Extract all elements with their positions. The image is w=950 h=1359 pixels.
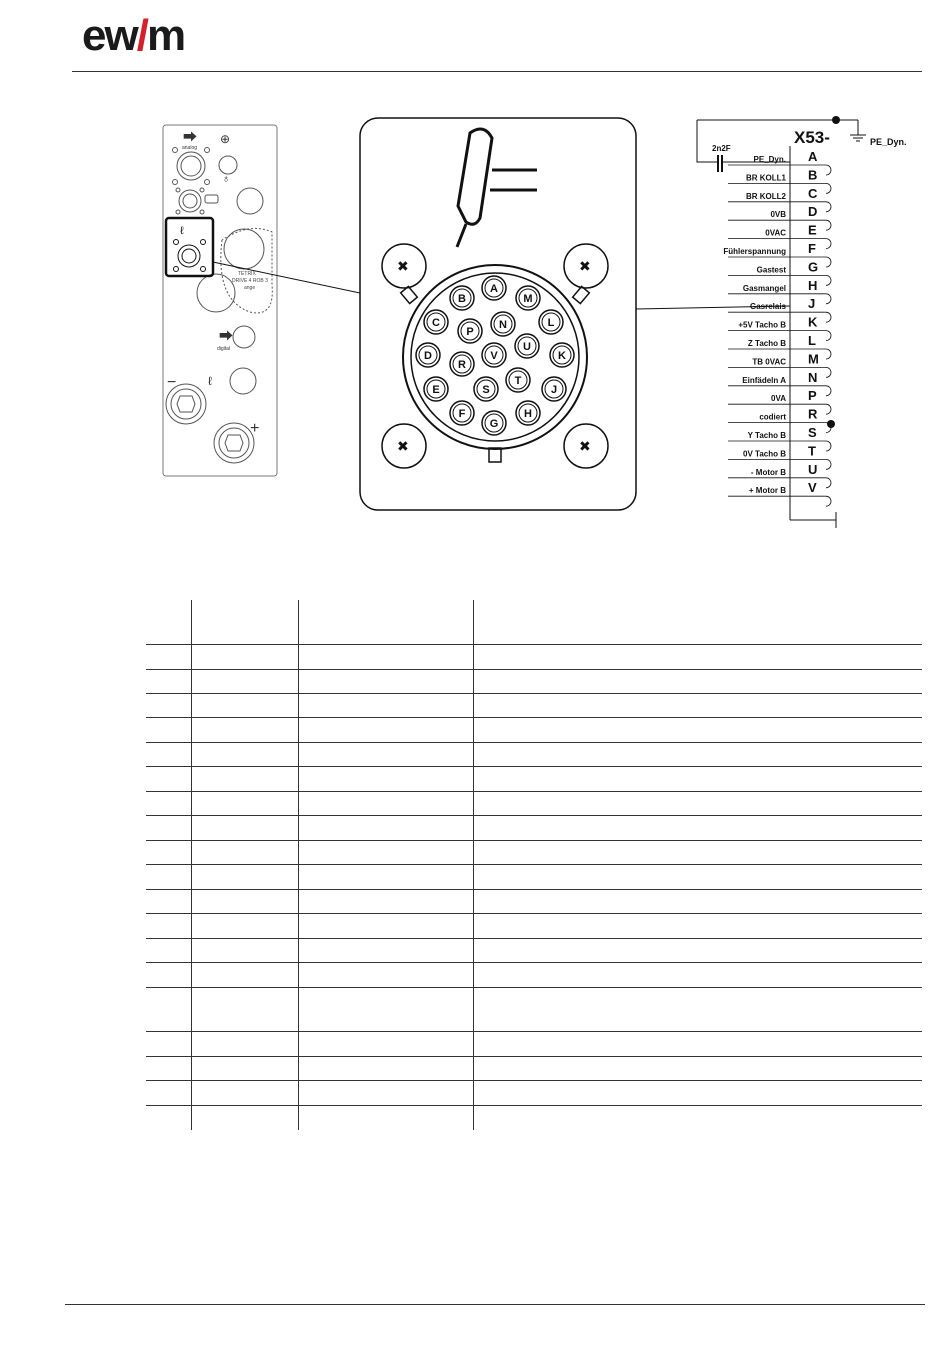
signal-pin: N [808,369,818,385]
signal-label: Y Tacho B [747,431,786,440]
signal-label: Gastest [756,265,786,275]
signal-label: Fühlerspannung [723,247,786,256]
torch-icon [457,129,537,247]
connector-pin-label: L [547,317,555,329]
connector-pin-label: F [458,408,466,420]
schematic [697,116,907,528]
connector-pin-label: P [466,326,474,338]
connector-pin-label: J [550,384,558,396]
table-col-divider [298,600,299,1130]
gas-bottle-icon: ♁ [222,173,231,185]
table-row-divider [146,889,922,890]
svg-text:✖: ✖ [397,438,409,454]
gas-torch-icon: ⊕ [220,132,231,146]
signal-contact [826,386,831,396]
signal-label: PE_Dyn. [753,155,786,164]
table-row-divider [146,938,922,939]
signal-pin: M [808,351,819,367]
table-row-divider [146,766,922,767]
signal-contact [826,496,831,506]
table-row-divider [146,840,922,841]
connector-pin-label: C [432,317,440,329]
logo-text-right: m [146,11,185,60]
label-analog: analog [182,145,198,151]
connector-pin-label: K [558,350,566,362]
table-col-divider [191,600,192,1130]
plus-sign: + [250,420,260,437]
logo-text-slash: / [136,11,147,60]
connector-pin-label: D [424,350,432,362]
signal-contact [826,349,831,359]
signal-label: 0VA [771,394,786,404]
connector-pins [416,276,574,435]
signal-pin: V [808,480,817,496]
signal-contact [826,257,831,267]
connector-figure [0,100,950,640]
connector-pin-label: A [490,283,498,295]
signal-pin: G [808,259,819,275]
table-row-divider [146,1080,922,1081]
signal-label: +5V Tacho B [738,320,786,330]
signal-pin: A [808,149,818,164]
table-row-divider [146,864,922,865]
footer-divider [65,1304,925,1305]
signal-pin: J [808,296,816,312]
signal-contact [826,275,831,285]
svg-text:ℓ: ℓ [180,225,184,237]
signal-pin: K [808,314,818,330]
analog-arrow-icon: ⮕ [183,129,197,145]
svg-text:✖: ✖ [579,258,591,274]
signal-label: + Motor B [748,486,786,496]
minus-sign: − [167,374,177,391]
signal-label: Z Tacho B [747,339,786,348]
signal-label: BR KOLL1 [746,173,786,183]
signal-contact [826,202,831,212]
signal-label: codiert [759,412,786,422]
signal-label: Einfädeln A [742,375,786,385]
label-model-1: TETRIX [238,271,256,277]
signal-label: TB 0VAC [752,357,786,367]
digital-arrow-icon: ⮕ [219,328,233,344]
signal-pin: R [808,406,818,422]
signal-label: Gasrelais [749,302,786,312]
table-row-divider [146,1031,922,1032]
connector-pin-label: N [499,319,507,331]
table-row-divider [146,669,922,670]
connector-pin-label: E [432,384,440,396]
connector-pin-label: V [490,350,498,362]
logo-text-left: ew [82,11,137,60]
signal-contact [826,331,831,341]
table-col-divider [473,600,474,644]
signal-pin: P [808,388,817,404]
table-row-divider [146,1105,922,1106]
connector-detail [360,118,636,510]
connector-pin-label: H [524,408,532,420]
signal-contact [826,294,831,304]
signal-contact [826,220,831,230]
capacitor-label: 2n2F [712,144,731,153]
signal-label: - Motor B [750,467,786,477]
ewm-logo [82,11,185,60]
connector-pin-label: U [523,341,531,353]
table-row-divider [146,742,922,743]
signal-label: 0VB [770,210,786,220]
connector-pin-label: M [523,293,533,305]
signal-contact [826,367,831,377]
signal-label: Gasmangel [742,283,786,293]
connector-pin-label: G [489,418,499,430]
table-row-divider [146,791,922,792]
table-row-divider [146,644,922,645]
front-panel [163,125,277,476]
signal-label: BR KOLL2 [746,191,786,201]
signal-contact [826,441,831,451]
schematic-rows [723,149,831,506]
signal-contact [826,165,831,175]
signal-pin: D [808,204,818,220]
table-row-divider [146,717,922,718]
signal-pin: H [808,277,818,293]
svg-text:✖: ✖ [397,258,409,274]
svg-text:✖: ✖ [579,438,591,454]
pe-dyn-ground-label: PE_Dyn. [870,137,907,147]
signal-contact [826,312,831,322]
signal-contact [826,404,831,414]
signal-pin: U [808,461,818,477]
torch-small-icon: ℓ [208,374,212,388]
table-row-divider [146,1056,922,1057]
signal-contact [826,239,831,249]
table-row-divider [146,913,922,914]
signal-pin: C [808,185,818,201]
signal-label: 0V Tacho B [743,449,786,459]
signal-contact [826,459,831,469]
signal-contact [826,478,831,488]
label-model-3: ange [244,285,256,291]
connector-pin-label: R [458,359,466,371]
connector-title: X53- [794,128,830,147]
connector-pin-label: T [514,375,522,387]
signal-pin: T [808,443,816,459]
signal-pin: S [808,425,817,440]
signal-pin: L [808,333,816,348]
connector-pin-label: S [482,384,490,396]
pin-assignment-table [146,600,922,1130]
table-row-divider [146,693,922,694]
label-model-2: DRIVE 4 ROB 3 [232,278,268,284]
table-row-divider [146,815,922,816]
signal-label: 0VAC [765,228,786,238]
connector-pin-label: B [458,293,466,305]
table-row-divider [146,962,922,963]
label-digital: digital [217,346,231,352]
header-divider [72,71,922,72]
signal-pin: B [808,167,818,183]
signal-pin: E [808,222,817,238]
signal-pin: F [808,241,816,256]
signal-contact [826,183,831,193]
table-row-divider [146,987,922,988]
